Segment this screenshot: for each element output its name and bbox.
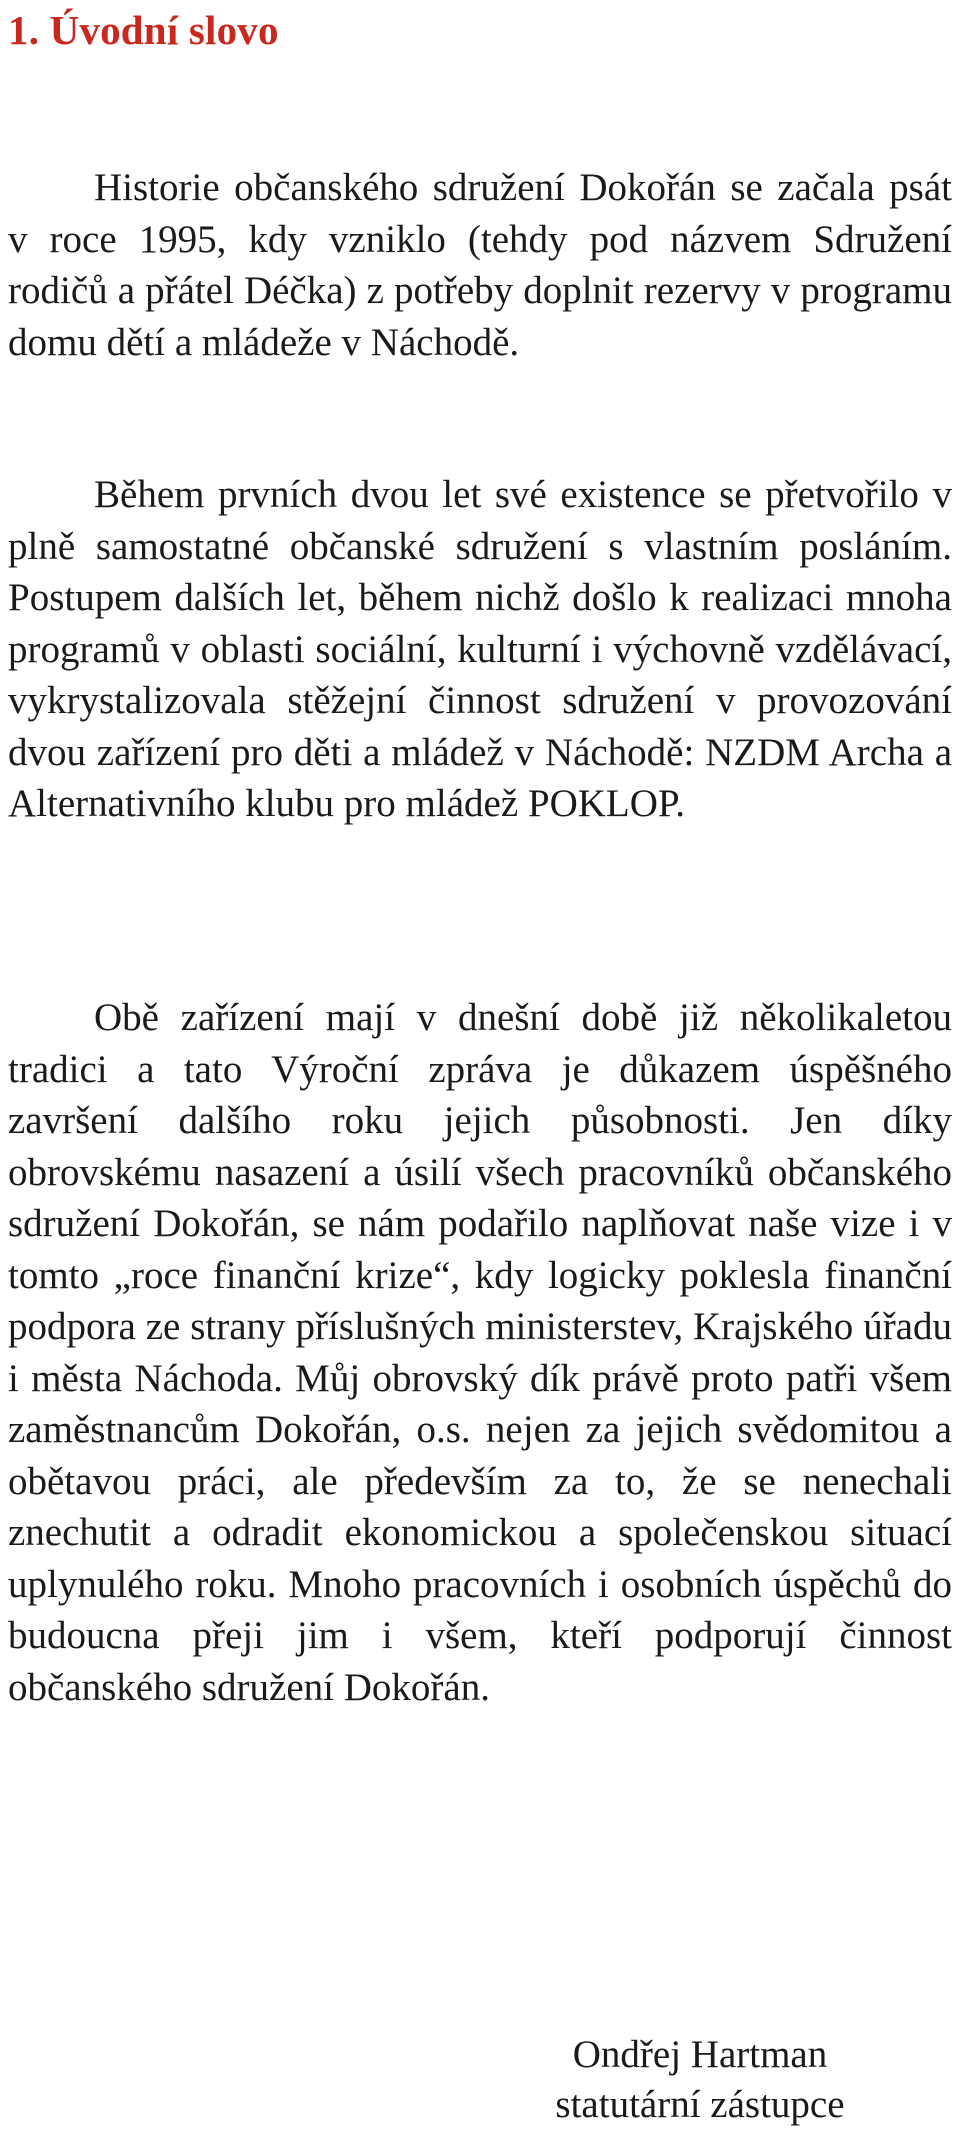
- signature-role: statutární zástupce: [555, 2083, 845, 2126]
- paragraph-thanks: Obě zařízení mají v dnešní době již několikaletou tradici a tato Výroční zpráva je důkazem úspěšného završení dalšího roku jejich působnosti. Jen díky obrovskému nasazení a úsilí všech pracovníků občanského sdružení Dokořán, se nám podařilo naplňovat naše vize i v tomto „roce finanční krize“, kdy logicky poklesla finanční podpora ze strany příslušných ministerstev, Krajského úřadu i města Náchoda. Můj obrovský dík právě proto patři všem zaměstnancům Dokořán, o.s. nejen za jejich svědomitou a obětavou práci, ale především za to, že se nenechali znechutit a odradit ekonomickou a společenskou situací uplynulého roku. Mnoho pracovních i osobních úspěchů do budoucna přeji jim i všem, kteří podporují činnost občanského sdružení Dokořán.: [8, 996, 952, 1709]
- paragraph-development: Během prvních dvou let své existence se přetvořilo v plně samostatné občanské sdružení s vlastním posláním. Postupem dalších let, během nichž došlo k realizaci mnoha programů v oblasti sociální, kulturní i výchovně vzdělávací, vykrystalizovala stěžejní činnost sdružení v provozování dvou zařízení pro děti a mládež v Náchodě: NZDM Archa a Alternativního klubu pro mládež POKLOP.: [8, 473, 952, 825]
- signature-block: [500, 2030, 900, 2130]
- signature-name: Ondřej Hartman: [572, 2033, 828, 2076]
- section-heading: 1. Úvodní slovo: [8, 7, 279, 53]
- paragraph-history: Historie občanského sdružení Dokořán se začala psát v roce 1995, kdy vzniklo (tehdy pod názvem Sdružení rodičů a přátel Déčka) z potřeby doplnit rezervy v programu domu dětí a mládeže v Náchodě.: [8, 166, 952, 364]
